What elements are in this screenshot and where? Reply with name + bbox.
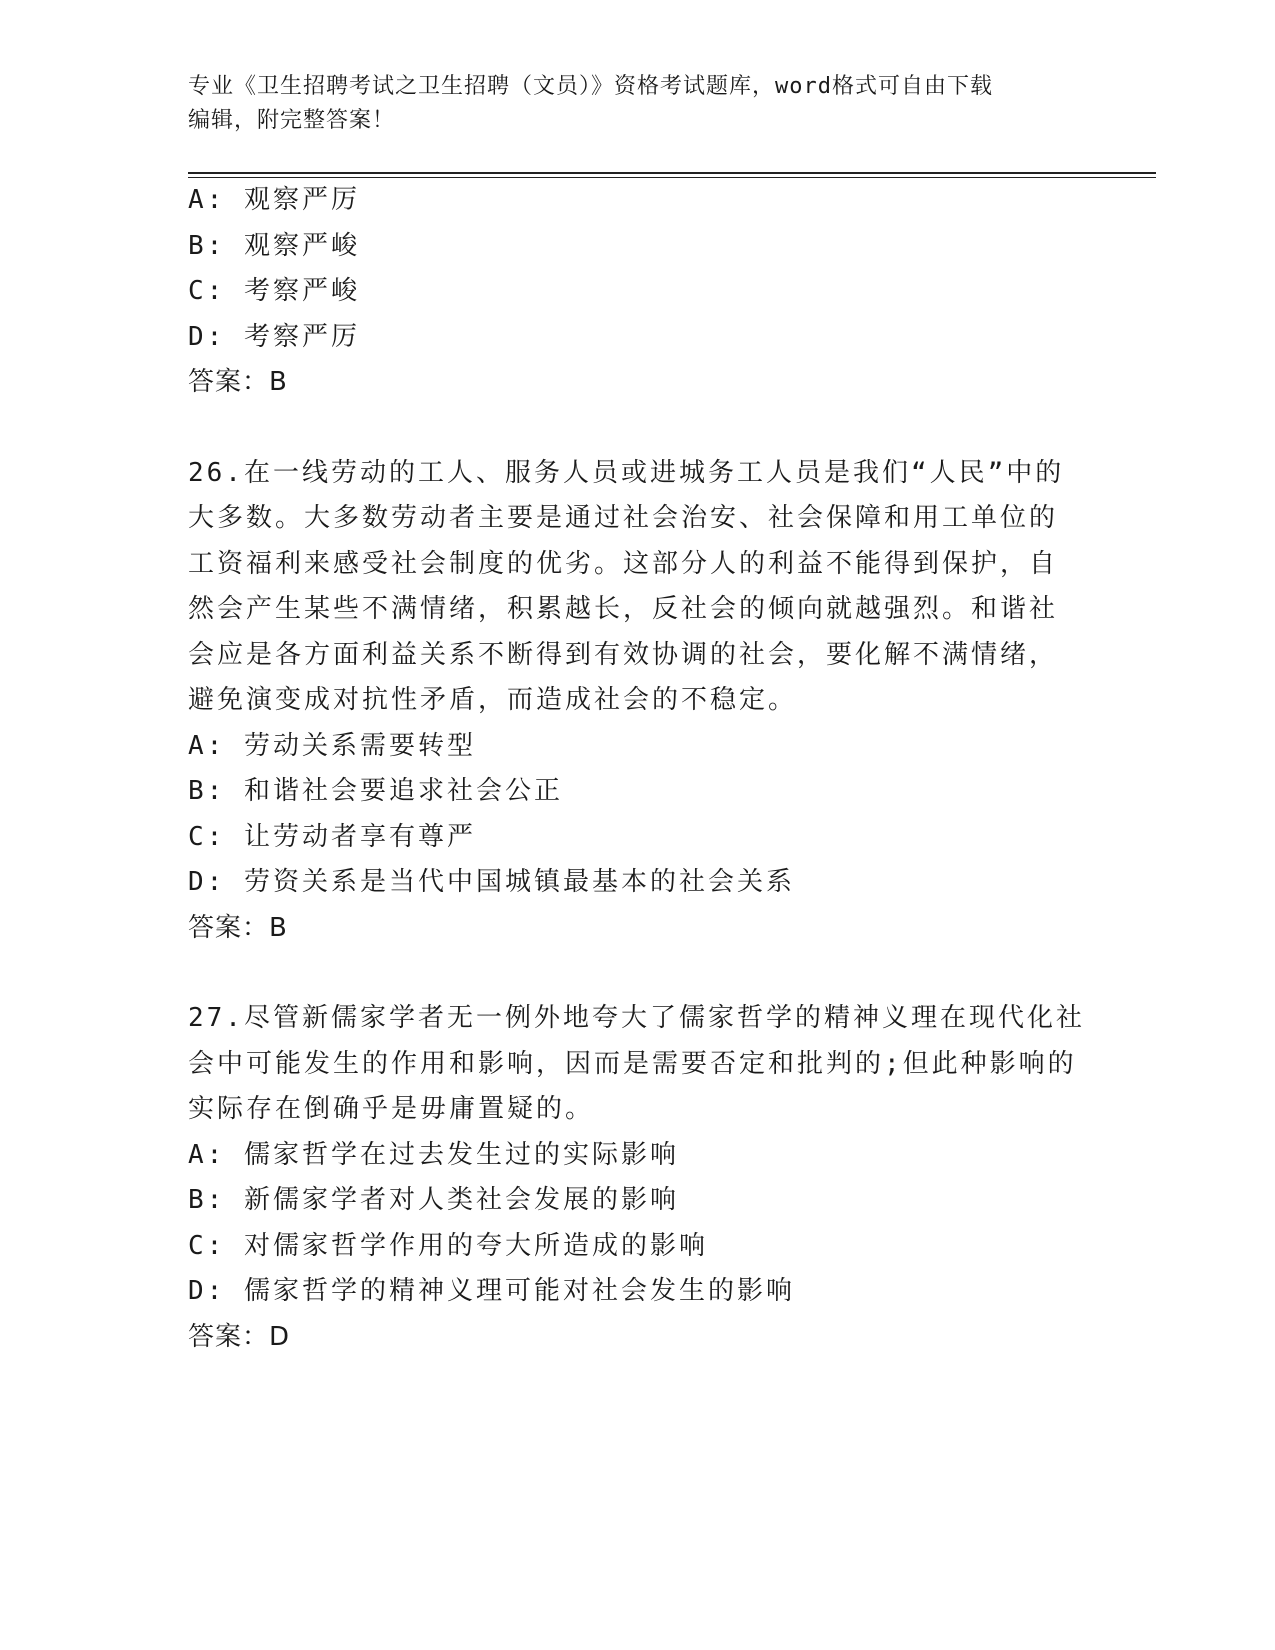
option-c: C: 对儒家哲学作用的夸大所造成的影响 bbox=[188, 1230, 708, 1261]
question-block-27 bbox=[188, 996, 1088, 1360]
question-spacer bbox=[188, 406, 1088, 451]
question-block-25 bbox=[188, 178, 1088, 406]
option-a: A: 观察严厉 bbox=[188, 185, 360, 215]
option-b: B: 新儒家学者对人类社会发展的影响 bbox=[188, 1185, 679, 1215]
option-d: D: 儒家哲学的精神义理可能对社会发生的影响 bbox=[188, 1276, 795, 1306]
question-stem: 27.尽管新儒家学者无一例外地夸大了儒家哲学的精神义理在现代化社 会中可能发生的作用和影响，因而是需要否定和批判的;但此种影响的 实际存在倒确乎是毋庸置疑的。 bbox=[188, 1003, 1085, 1124]
option-c: C: 让劳动者享有尊严 bbox=[188, 821, 476, 852]
header-line-2: 编辑，附完整答案！ bbox=[188, 108, 396, 133]
answer-line: 答案：B bbox=[188, 367, 288, 397]
question-stem: 26.在一线劳动的工人、服务人员或进城务工人员是我们“人民”中的 大多数。大多数劳动者主要是通过社会治安、社会保障和用工单位的 工资福利来感受社会制度的优劣。这部分人的利益不能得到保护，自 然会产生某些不满情绪，积累越长，反社会的倾向就越强烈。和谐社 会应是各方面利益关系不断得到有效协调的社会，要化解不满情绪， 避免演变成对抗性矛盾，而造成社会的不稳定。 bbox=[188, 457, 1065, 715]
document-page bbox=[188, 70, 1156, 1360]
question-spacer bbox=[188, 951, 1088, 996]
answer-line: 答案：B bbox=[188, 912, 288, 943]
option-b: B: 观察严峻 bbox=[188, 230, 360, 261]
question-content bbox=[188, 178, 1088, 1360]
document-header bbox=[188, 70, 1068, 138]
header-line-1: 专业《卫生招聘考试之卫生招聘（文员）》资格考试题库，word格式可自由下载 bbox=[188, 74, 993, 99]
option-d: D: 劳资关系是当代中国城镇最基本的社会关系 bbox=[188, 867, 795, 897]
option-a: A: 劳动关系需要转型 bbox=[188, 730, 476, 761]
question-block-26 bbox=[188, 451, 1088, 952]
option-c: C: 考察严峻 bbox=[188, 276, 360, 306]
option-b: B: 和谐社会要追求社会公正 bbox=[188, 776, 563, 806]
option-a: A: 儒家哲学在过去发生过的实际影响 bbox=[188, 1139, 679, 1170]
option-d: D: 考察严厉 bbox=[188, 321, 360, 352]
answer-line: 答案：D bbox=[188, 1321, 291, 1352]
